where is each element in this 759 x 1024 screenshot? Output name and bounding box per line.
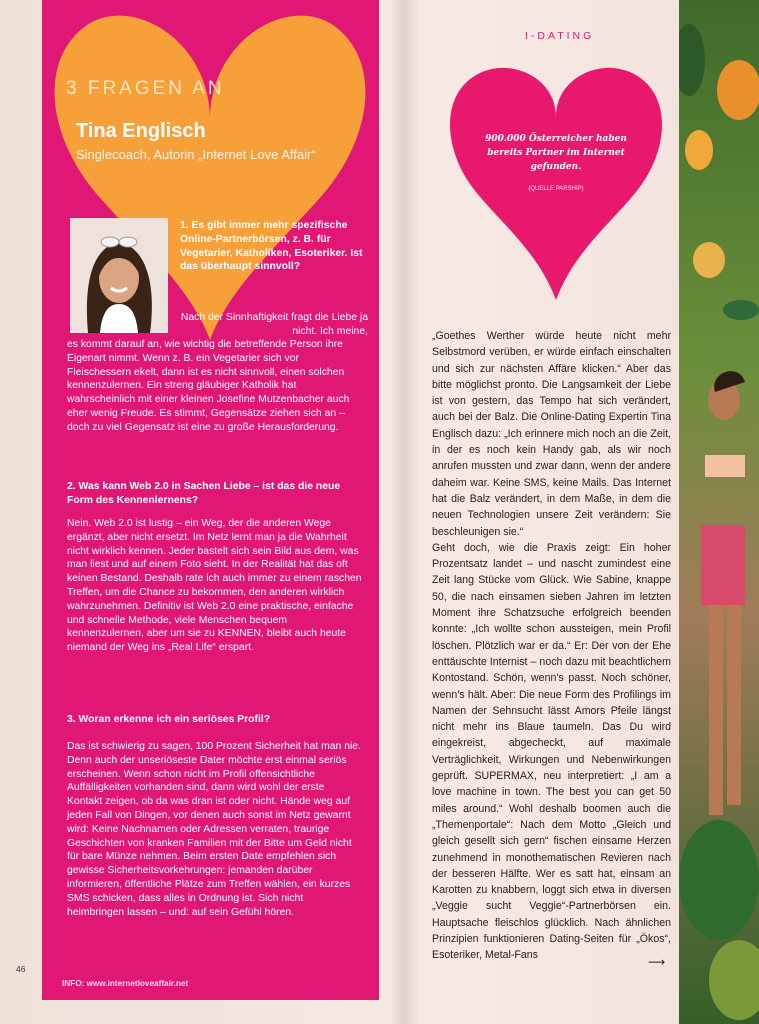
- pink-heart-graphic: [440, 62, 672, 302]
- interview-sidebar: [42, 0, 379, 1000]
- question-3: 3. Woran erkenne ich ein seriöses Profil?: [67, 714, 271, 725]
- article-paragraph-1: „Goethes Werther würde heute nicht mehr Selbstmord verüben, er würde einfach einschalten und sich zur nächsten Affäre klicken.“ Aber das bitte möglichst pronto. Die Langsamkeit der Liebe ist von gestern, das Tempo hat sich verändert, auch bei der Balz. Die Online-Dating Expertin Tina Englisch dazu: „Ich erinnere mich noch an die Zeit, in der es noch kein Handy gab, als wir noch anrufen mussten und zwar dann, wenn der andere daheim war. Keine SMS, keine Mails. Das Internet hat die Balz verändert, in dem Maße, in dem die neuen Technologien unsere Zeit verändern: Sie beschleunigen sie.“: [432, 330, 671, 538]
- interviewee-name: Tina Englisch: [76, 120, 206, 142]
- page-number: 46: [16, 964, 26, 974]
- interviewee-role: Singlecoach, Autorin „Internet Love Affair“: [76, 147, 316, 162]
- page-binding-shadow: [390, 0, 420, 1024]
- tropical-illustration: [679, 0, 759, 1024]
- portrait-illustration: [70, 218, 168, 333]
- answer-2: Nein. Web 2.0 ist lustig – ein Weg, der die anderen Wege ergänzt, aber nicht ersetzt. Im Netz lernt man ja die Wahrheit nicht wirklich kennen. Jeder bastelt sich sein Bild aus dem, was man liest und auf einem Foto sieht. In der Realität hat das oft keinen Bestand. Deshalb rate ich auch immer zu einem raschen Treffen, um die Chance zu bekommen, den anderen wirklich wahrzunehmen. Definitiv ist Web 2.0 eine praktische, einfache und schnelle Methode, viele Menschen bequem kennenzulernen, aber um sie zu KENNEN, bleibt auch heute niemand der Weg ins „Real Life“ erspart.: [67, 518, 362, 654]
- info-link[interactable]: INFO: www.internetloveaffair.net: [62, 979, 189, 988]
- section-label: I-DATING: [525, 30, 595, 42]
- article-body: [432, 328, 671, 964]
- portrait-photo: [70, 218, 168, 333]
- answer-1-start: Nach der Sinnhaftigkeit fragt die Liebe ja nicht. Ich meine,: [180, 312, 368, 337]
- stat-source: (QUELLE PARSHIP): [528, 186, 584, 192]
- article-paragraph-2: Geht doch, wie die Praxis zeigt: Ein hoher Prozentsatz landet – und nascht zumindest eine Zeit lang Stücke vom Glück. Wie Sabine, knappe 50, die nach einsamen sieben Jahren im letzten Moment ihre Schatzsuche erfolgreich beenden konnte: „Ich wollte schon aussteigen, mein Profil löschen. Plötzlich war er da.“ Er: Der von der Ehe enttäuschte Internist – noch dazu mit beachtlichem Kontostand. Schön, wenn's passt. Noch schöner, wenn's hält. Aber: Die neue Form des Profilings im Namen der Sehnsucht lässt Amors Pfeile längst nicht mehr ins Blaue taumeln. Das Du wird eingekreist, abgecheckt, auf maximale Verträglichkeit, Wirkungen und Nebenwirkungen geprüft. SUPERMAX, neu interpretiert: „I am a love machine in town. The best you can get 50 miles around.“ Wohl deshalb boomen auch die „Themenportale“: Nach dem Motto „Gleich und gleich gesellt sich gern“ fischen einsame Herzen zunehmend in monothematischen Revieren nach der besseren Hälfte. Wer es satt hat, einsam an Karotten zu knabbern, loggt sich etwa in diversen „Veggie sucht Veggie“-Partnerbörsen ein. Hauptsache fleischlos glücklich. Nach ähnlichen Prinzipien funktionieren Dating-Seiten für „Ökos“, Esoteriker, Metal-Fans: [432, 541, 671, 962]
- sidebar-kicker: 3 FRAGEN AN: [66, 78, 225, 99]
- stat-callout: 900.000 Österreicher haben bereits Partner im Internet gefunden.: [485, 134, 627, 172]
- question-2: 2. Was kann Web 2.0 in Sachen Liebe – ist das die neue Form des Kennenlernens?: [67, 481, 341, 506]
- tropical-art: [679, 0, 759, 1024]
- answer-3: Das ist schwierig zu sagen, 100 Prozent Sicherheit hat man nie. Denn auch der unseriöseste Dater möchte erst einmal seriös erscheinen. Wenn schon nicht im Profil offensichtliche Auffälligkeiten vorhanden sind, dann wird wohl der erste Kontakt zeigen, ob da was dran ist oder nicht. Hände weg auf jeden Fall von Dingen, vor denen auch sonst im Netz gewarnt wird: Keine Nachnamen oder Adressen verraten, traurige Geschichten von kranken Familien mit der Bitte um Geld nicht für bare Münze nehmen. Beim ersten Date empfehlen sich gewisse Sicherheitsvorkehrungen: jemanden darüber informieren, öffentliche Plätze zum Treffen wählen, ein kurzes SMS schicken, dass alles in Ordnung ist. Sich nicht heimbringen lassen – und: auf sein Gefühl hören.: [67, 741, 361, 918]
- arrow-right-icon: ⟶: [648, 955, 666, 969]
- question-1: 1. Es gibt immer mehr spezifische Online-Partnerbörsen, z. B. für Vegetarier, Katholiken, Esoteriker. Ist das überhaupt sinnvoll?: [180, 220, 363, 273]
- answer-1: es kommt darauf an, wie wichtig die betreffende Person ihre Eigenart nimmt. Wenn z. B. ein Vegetarier sich vor Fleischessern ekelt, dann ist es nicht sinnvoll, einen solchen kennenzulernen. Ein streng gläubiger Katholik hat wahrscheinlich mit einer kleinen Josefine Mutzenbacher auch eher wenig Freude. Es stimmt, Gegensätze ziehen sich an – doch zu viel Gegensatz ist eine zu große Herausforderung.: [67, 339, 350, 433]
